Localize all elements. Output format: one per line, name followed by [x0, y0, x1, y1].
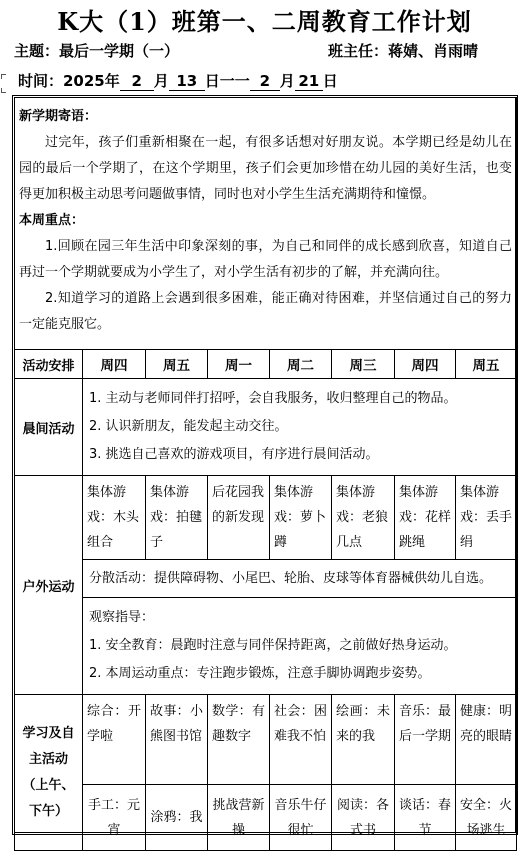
day-header: 周五 [456, 350, 517, 379]
plan-table [14, 97, 517, 851]
day-header: 周二 [270, 350, 332, 379]
outdoor-game: 集体游戏：老狼几点 [332, 476, 395, 560]
outdoor-game: 后花园我的新发现 [208, 476, 270, 560]
teacher-value: 蒋婧、肖雨晴 [388, 42, 479, 60]
theme-value: 最后一学期（一） [59, 42, 180, 60]
study-activity: 谈话：春节 [395, 785, 456, 851]
intro-cell [15, 98, 517, 350]
study-activity: 阅读：各式书 [332, 785, 395, 851]
end-month: 2 [250, 73, 280, 91]
day-header: 周三 [332, 350, 395, 379]
time-label: 时间：2025年 [18, 72, 120, 90]
outdoor-game: 集体游戏：木头组合 [83, 476, 146, 560]
start-day: 13 [169, 73, 205, 91]
corner-mark-top [1, 74, 6, 79]
study-activity: 手工：元宵 [83, 785, 146, 851]
day-header: 周五 [146, 350, 208, 379]
study-activity: 社会：困难我不怕 [270, 695, 332, 785]
study-activity: 音乐：最后一学期 [395, 695, 456, 785]
page-title: K大（1）班第一、二周教育工作计划 [57, 7, 472, 36]
month-text-2: 月 [279, 72, 295, 90]
message-text: 过完年，孩子们重新相聚在一起，有很多话想对好朋友说。本学期已经是幼儿在园的最后一个学期了，在这个学期里，孩子们会更加珍惜在幼儿园的美好生活，也变得更加积极主动思考问题做事情，同时也对小学生生活充满期待和憧憬。 [19, 135, 513, 202]
day-header: 周四 [83, 350, 146, 379]
day-header: 周一 [208, 350, 270, 379]
study-label-line: （上午、 [22, 777, 75, 793]
study-activity: 数学：有趣数字 [208, 695, 270, 785]
study-label-line: 学习及自 [22, 725, 75, 741]
morning-item: 1. 主动与老师同伴打招呼，会自我服务，收归整理自己的物品。 [89, 391, 457, 406]
study-activity: 综合：开学啦 [83, 695, 146, 785]
teacher-label: 班主任： [328, 42, 389, 60]
focus-item: 2.知道学习的道路上会遇到很多困难，能正确对待困难，并坚信通过自己的努力一定能克服它。 [19, 291, 513, 332]
start-month: 2 [120, 73, 154, 91]
study-label-line: 下午） [28, 803, 68, 819]
study-label-line: 主活动 [28, 751, 68, 767]
day-text: 日 [322, 72, 338, 90]
focus-item: 1.回顾在园三年生活中印象深刻的事，为自己和同伴的成长感到欣喜，知道自己再过一个学期就要成为小学生了，对小学生活有初步的了解，并充满向往。 [19, 239, 513, 280]
guidance-item: 2. 本周运动重点：专注跑步锻炼，注意手脚协调跑步姿势。 [89, 666, 431, 681]
study-activity: 故事：小熊图书馆 [146, 695, 208, 785]
time-line [18, 70, 338, 91]
outdoor-label: 户外运动 [15, 476, 83, 695]
theme-line [14, 40, 179, 61]
month-text: 月 [153, 72, 169, 90]
morning-item: 2. 认识新朋友，能发起主动交往。 [89, 419, 288, 434]
outdoor-game: 集体游戏：拍毽子 [146, 476, 208, 560]
teacher-line [328, 40, 478, 61]
outdoor-game: 集体游戏：萝卜蹲 [270, 476, 332, 560]
corner-mark-bottom [1, 88, 6, 93]
message-heading: 新学期寄语： [19, 109, 98, 124]
study-activity: 挑战营新操 [208, 785, 270, 851]
guidance-cell [83, 598, 517, 695]
morning-item: 3. 挑选自己喜欢的游戏项目，有序进行晨间活动。 [89, 447, 379, 462]
focus-heading: 本周重点： [19, 213, 85, 228]
guidance-item: 1. 安全教育：晨跑时注意与同伴保持距离，之前做好热身运动。 [89, 638, 457, 653]
study-activity: 健康：明亮的眼睛 [456, 695, 517, 785]
morning-activities [83, 379, 517, 476]
study-activity: 绘画：未来的我 [332, 695, 395, 785]
morning-label: 晨间活动 [15, 379, 83, 476]
outdoor-game: 集体游戏：丢手绢 [456, 476, 517, 560]
end-day: 21 [295, 73, 323, 91]
schedule-header-label: 活动安排 [15, 350, 83, 379]
range-text: 日一一 [204, 72, 250, 90]
guidance-heading: 观察指导： [89, 610, 155, 625]
study-activity: 音乐牛仔很忙 [270, 785, 332, 851]
study-activity: 涂鸦：我 [146, 785, 208, 851]
theme-label: 主题： [14, 42, 60, 60]
study-label [15, 695, 83, 851]
day-header: 周四 [395, 350, 456, 379]
study-activity: 安全：火场逃生 [456, 785, 517, 851]
outdoor-game: 集体游戏：花样跳绳 [395, 476, 456, 560]
group-activity: 分散活动：提供障碍物、小尾巴、轮胎、皮球等体育器械供幼儿自选。 [83, 560, 517, 598]
